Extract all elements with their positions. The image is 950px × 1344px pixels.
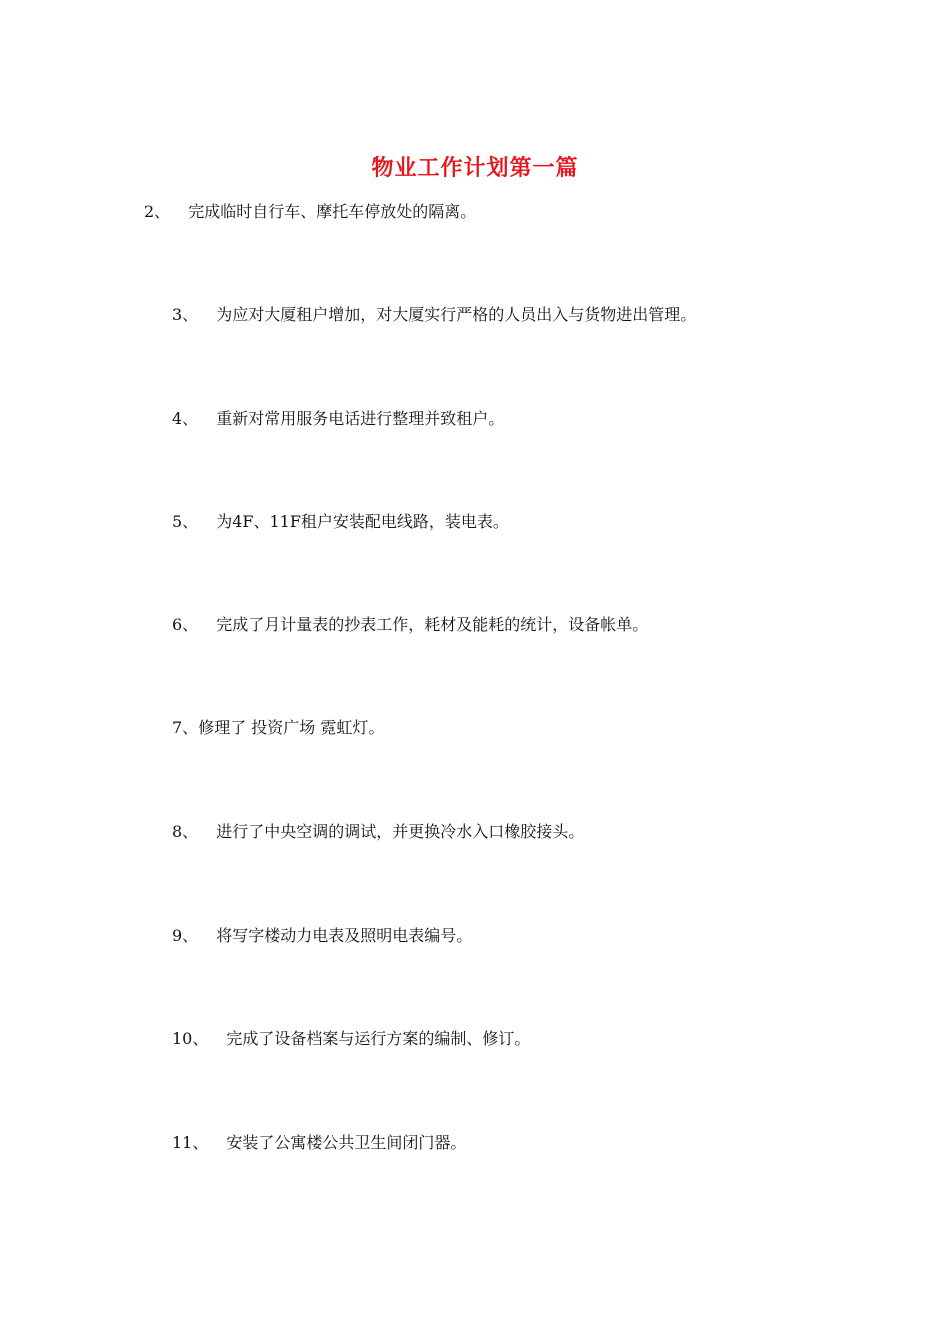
item-text: 重新对常用服务电话进行整理并致租户。 xyxy=(216,409,505,428)
list-item xyxy=(172,510,509,534)
item-text: 完成临时自行车、摩托车停放处的隔离。 xyxy=(188,202,477,221)
list-item xyxy=(172,716,384,740)
list-item xyxy=(172,407,504,431)
item-number: 7、 xyxy=(172,718,199,737)
item-number: 2、 xyxy=(144,202,171,221)
item-text: 将写字楼动力电表及照明电表编号。 xyxy=(216,926,473,945)
item-text: 为4F、11F租户安装配电线路，装电表。 xyxy=(216,512,509,531)
item-text: 进行了中央空调的调试，并更换冷水入口橡胶接头。 xyxy=(216,822,585,841)
list-item xyxy=(172,1131,466,1155)
item-number: 5、 xyxy=(172,512,199,531)
list-item xyxy=(172,1027,530,1051)
document-title: 物业工作计划第一篇 xyxy=(371,155,579,181)
list-item xyxy=(172,613,648,637)
item-number: 10、 xyxy=(172,1029,209,1048)
list-item xyxy=(172,303,696,327)
list-item xyxy=(144,200,476,224)
item-text: 修理了 投资广场 霓虹灯。 xyxy=(198,718,385,737)
item-text: 为应对大厦租户增加，对大厦实行严格的人员出入与货物进出管理。 xyxy=(216,305,697,324)
list-item xyxy=(172,924,472,948)
item-number: 11、 xyxy=(172,1133,209,1152)
item-number: 6、 xyxy=(172,615,199,634)
item-text: 完成了设备档案与运行方案的编制、修订。 xyxy=(226,1029,531,1048)
item-number: 3、 xyxy=(172,305,199,324)
list-item xyxy=(172,820,584,844)
item-text: 完成了月计量表的抄表工作，耗材及能耗的统计，设备帐单。 xyxy=(216,615,649,634)
item-number: 8、 xyxy=(172,822,199,841)
item-text: 安装了公寓楼公共卫生间闭门器。 xyxy=(226,1133,467,1152)
item-number: 9、 xyxy=(172,926,199,945)
item-number: 4、 xyxy=(172,409,199,428)
